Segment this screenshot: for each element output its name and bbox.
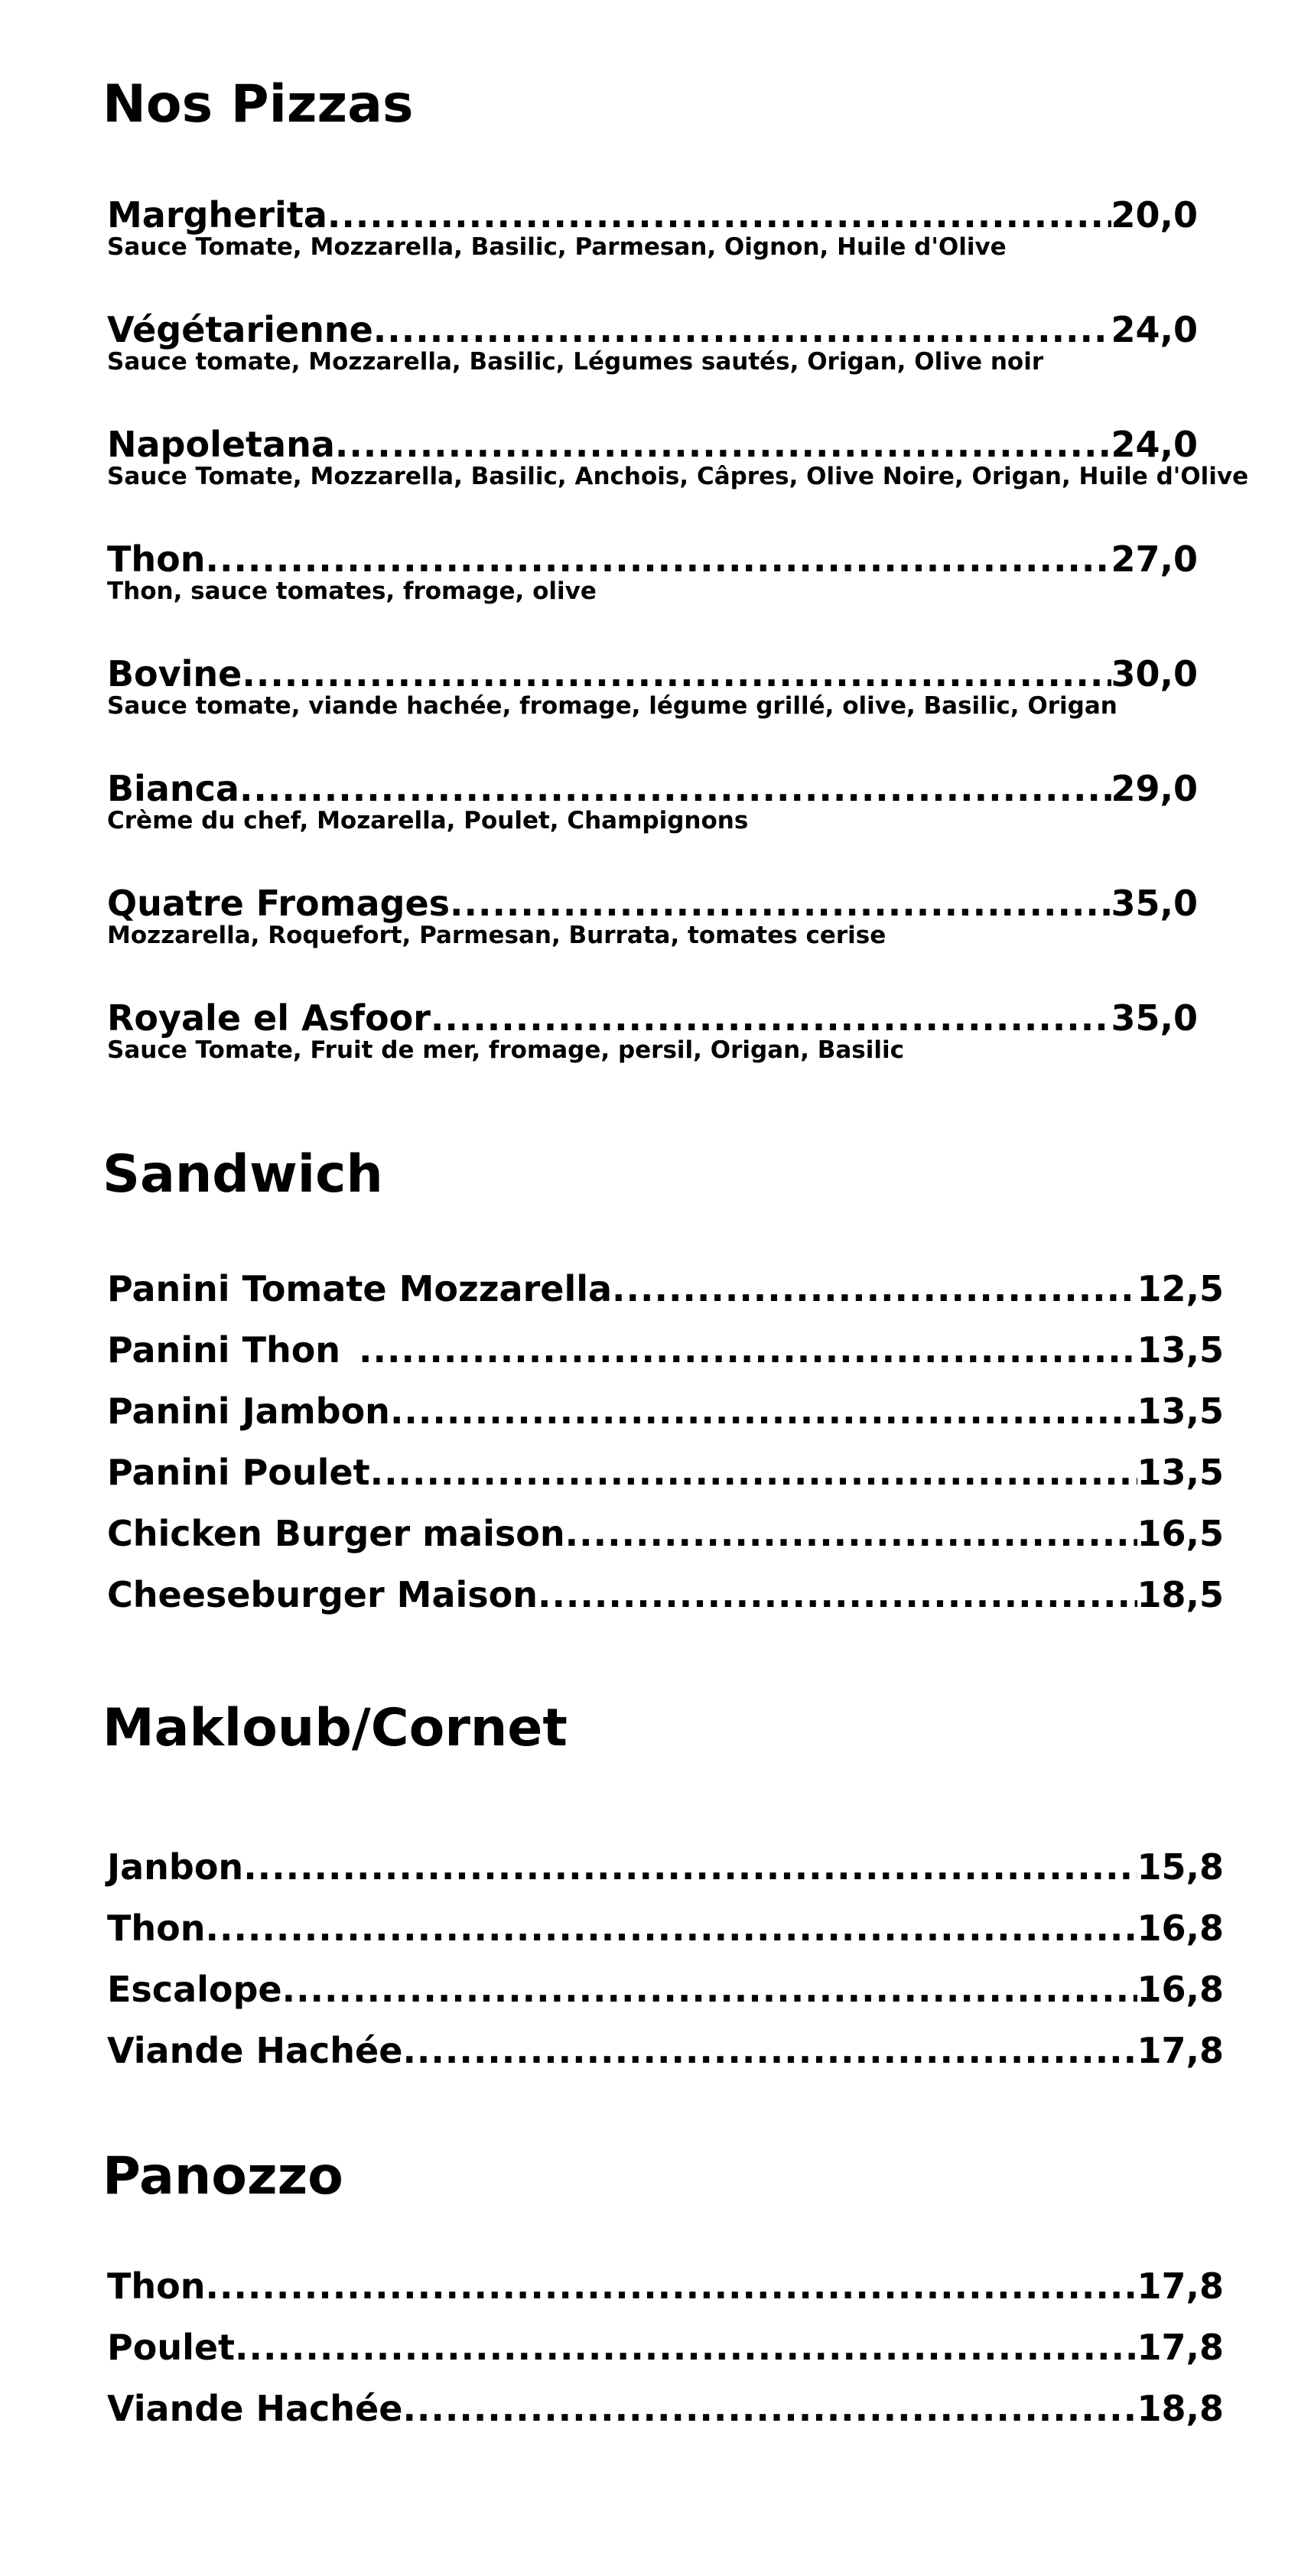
item-price: 20,0	[1111, 194, 1198, 236]
menu-item-panini-jambon	[107, 1390, 1224, 1432]
item-price: 15,8	[1137, 1846, 1224, 1888]
menu-item-thon-makloub	[107, 1908, 1224, 1949]
menu-item-bianca	[107, 768, 1224, 834]
item-price: 30,0	[1111, 653, 1198, 694]
dot-leader	[450, 886, 1111, 921]
item-price: 16,8	[1137, 1969, 1224, 2010]
item-name: Viande Hachée	[107, 2030, 403, 2071]
dot-leader	[565, 1516, 1137, 1551]
dot-leader	[402, 2033, 1137, 2068]
item-description: Sauce Tomate, Mozzarella, Basilic, Anchois, Câpres, Olive Noire, Origan, Huile d'Olive	[107, 463, 1249, 490]
item-price: 29,0	[1111, 768, 1198, 809]
item-name: Chicken Burger maison	[107, 1513, 565, 1554]
dot-leader	[538, 1577, 1137, 1612]
dot-leader	[205, 2269, 1137, 2304]
dot-leader	[239, 771, 1111, 806]
menu-item-viande-hachee-panozzo	[107, 2388, 1224, 2429]
item-name: Napoletana	[107, 424, 335, 465]
item-description: Sauce Tomate, Fruit de mer, fromage, persil, Origan, Basilic	[107, 1036, 905, 1064]
item-price: 18,5	[1137, 1574, 1224, 1615]
item-name: Panini Jambon	[107, 1390, 390, 1432]
item-name: Poulet	[107, 2327, 236, 2368]
item-price: 13,5	[1137, 1390, 1224, 1432]
item-name: Viande Hachée	[107, 2388, 403, 2429]
dot-leader	[359, 1332, 1137, 1368]
item-description: Mozzarella, Roquefort, Parmesan, Burrata, tomates cerise	[107, 922, 886, 949]
menu-item-viande-hachee-makloub	[107, 2030, 1224, 2071]
item-name: Escalope	[107, 1969, 282, 2010]
item-description: Crème du chef, Mozarella, Poulet, Champignons	[107, 807, 749, 834]
item-price: 17,8	[1137, 2265, 1224, 2307]
section-title-panozzo: Panozzo	[102, 2146, 343, 2207]
menu-item-royale-el-asfoor	[107, 997, 1224, 1064]
item-price: 17,8	[1137, 2327, 1224, 2368]
section-title-sandwich: Sandwich	[102, 1144, 383, 1205]
item-price: 27,0	[1111, 538, 1198, 580]
item-name: Quatre Fromages	[107, 883, 451, 924]
menu-item-panini-poulet	[107, 1452, 1224, 1493]
menu-item-thon	[107, 538, 1224, 605]
menu-item-poulet-panozzo	[107, 2327, 1224, 2368]
item-description: Sauce tomate, Mozzarella, Basilic, Légumes sautés, Origan, Olive noir	[107, 348, 1044, 376]
dot-leader	[390, 1394, 1137, 1429]
dot-leader	[612, 1271, 1137, 1306]
item-price: 13,5	[1137, 1329, 1224, 1371]
item-name: Thon	[107, 2265, 206, 2307]
item-price: 24,0	[1111, 309, 1198, 350]
item-name: Bianca	[107, 768, 239, 809]
item-price: 18,8	[1137, 2388, 1224, 2429]
menu-item-escalope	[107, 1969, 1224, 2010]
dot-leader	[431, 1000, 1111, 1036]
item-price: 24,0	[1111, 424, 1198, 465]
item-description: Sauce Tomate, Mozzarella, Basilic, Parmesan, Oignon, Huile d'Olive	[107, 233, 1007, 261]
item-description: Thon, sauce tomates, fromage, olive	[107, 577, 597, 605]
dot-leader	[205, 1911, 1137, 1946]
dot-leader	[402, 2391, 1137, 2426]
menu-item-quatre-fromages	[107, 883, 1224, 949]
menu-item-cheeseburger-maison	[107, 1574, 1224, 1615]
item-name: Panini Poulet	[107, 1452, 370, 1493]
dot-leader	[242, 656, 1111, 691]
item-name: Thon	[107, 538, 206, 580]
dot-leader	[335, 427, 1111, 462]
item-name: Margherita	[107, 194, 327, 236]
item-name: Panini Tomate Mozzarella	[107, 1268, 613, 1309]
item-description: Sauce tomate, viande hachée, fromage, légume grillé, olive, Basilic, Origan	[107, 692, 1117, 720]
item-price: 17,8	[1137, 2030, 1224, 2071]
menu-item-vegetarienne	[107, 309, 1224, 376]
item-name: Janbon	[107, 1846, 244, 1888]
menu-item-janbon	[107, 1846, 1224, 1888]
item-name: Royale el Asfoor	[107, 997, 431, 1039]
section-title-pizzas: Nos Pizzas	[102, 74, 414, 135]
item-price: 13,5	[1137, 1452, 1224, 1493]
item-name: Bovine	[107, 653, 242, 694]
dot-leader	[282, 1972, 1137, 2007]
menu-item-thon-panozzo	[107, 2265, 1224, 2307]
item-name: Cheeseburger Maison	[107, 1574, 538, 1615]
dot-leader	[370, 1455, 1137, 1490]
item-name: Thon	[107, 1908, 206, 1949]
menu-item-panini-thon	[107, 1329, 1224, 1371]
item-name: Végétarienne	[107, 309, 373, 350]
item-name: Panini Thon	[107, 1329, 341, 1371]
menu-item-chicken-burger-maison	[107, 1513, 1224, 1554]
menu-item-margherita	[107, 194, 1224, 261]
dot-leader	[243, 1849, 1137, 1885]
item-price: 35,0	[1111, 997, 1198, 1039]
item-price: 16,5	[1137, 1513, 1224, 1554]
menu-item-panini-tomate-mozzarella	[107, 1268, 1224, 1309]
item-price: 12,5	[1137, 1268, 1224, 1309]
dot-leader	[235, 2330, 1137, 2365]
menu-item-napoletana	[107, 424, 1249, 490]
dot-leader	[327, 197, 1111, 233]
section-title-makloub-cornet: Makloub/Cornet	[102, 1698, 568, 1758]
menu-item-bovine	[107, 653, 1224, 720]
item-price: 35,0	[1111, 883, 1198, 924]
dot-leader	[205, 542, 1111, 577]
dot-leader	[373, 312, 1111, 347]
item-price: 16,8	[1137, 1908, 1224, 1949]
